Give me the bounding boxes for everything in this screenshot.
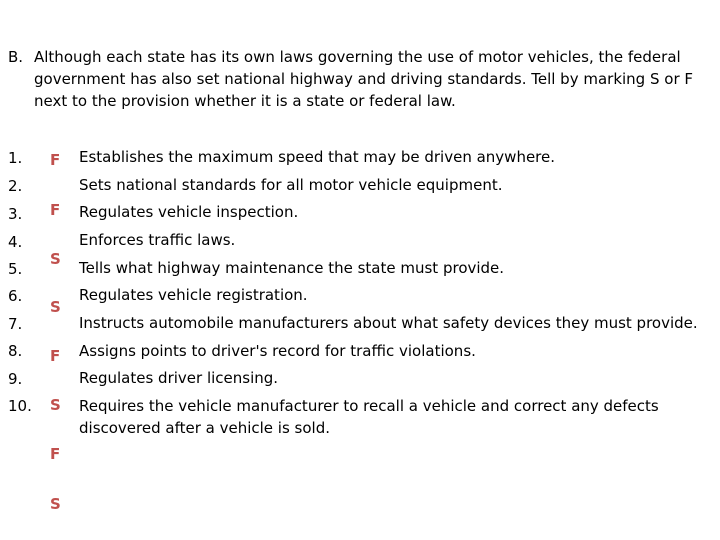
provision-text: Assigns points to driver's record for traffic violations. <box>79 342 476 360</box>
provision-text: Regulates driver licensing. <box>79 369 279 387</box>
item-number-7: 7. <box>8 315 23 333</box>
provision-text: Requires the vehicle manufacturer to recall a vehicle and correct any defects discovered after a vehicle is sold. <box>79 397 659 437</box>
instructions <box>8 46 720 112</box>
provision-text: Regulates vehicle inspection. <box>79 203 299 221</box>
answer-mark: F <box>50 201 61 219</box>
item-number-1: 1. <box>8 149 23 167</box>
section-label: B. <box>8 48 24 66</box>
item-number-9: 9. <box>8 370 23 388</box>
answer-mark: F <box>50 445 61 463</box>
instructions-text: Although each state has its own laws governing the use of motor vehicles, the federal government has also set national highway and driving standards. Tell by marking S or F next to the provision whether it is a state or federal law. <box>34 48 694 110</box>
item-number-2: 2. <box>8 177 23 195</box>
answer-mark: F <box>50 151 61 169</box>
item-number-4: 4. <box>8 233 23 251</box>
provision-text: Tells what highway maintenance the state must provide. <box>79 259 505 277</box>
answer-mark: F <box>50 347 61 365</box>
item-number-5: 5. <box>8 260 23 278</box>
item-number-10: 10. <box>8 397 32 415</box>
provision-text: Regulates vehicle registration. <box>79 286 308 304</box>
provision-text: Establishes the maximum speed that may be driven anywhere. <box>79 148 556 166</box>
item-number-6: 6. <box>8 287 23 305</box>
provision-text: Instructs automobile manufacturers about what safety devices they must provide. <box>79 314 698 332</box>
answer-mark: S <box>50 298 61 316</box>
provision-text: Enforces traffic laws. <box>79 231 236 249</box>
item-number-3: 3. <box>8 205 23 223</box>
item-number-8: 8. <box>8 342 23 360</box>
answer-mark: S <box>50 495 61 513</box>
provision-text: Sets national standards for all motor vehicle equipment. <box>79 176 503 194</box>
answer-mark: S <box>50 250 61 268</box>
answer-mark: S <box>50 396 61 414</box>
